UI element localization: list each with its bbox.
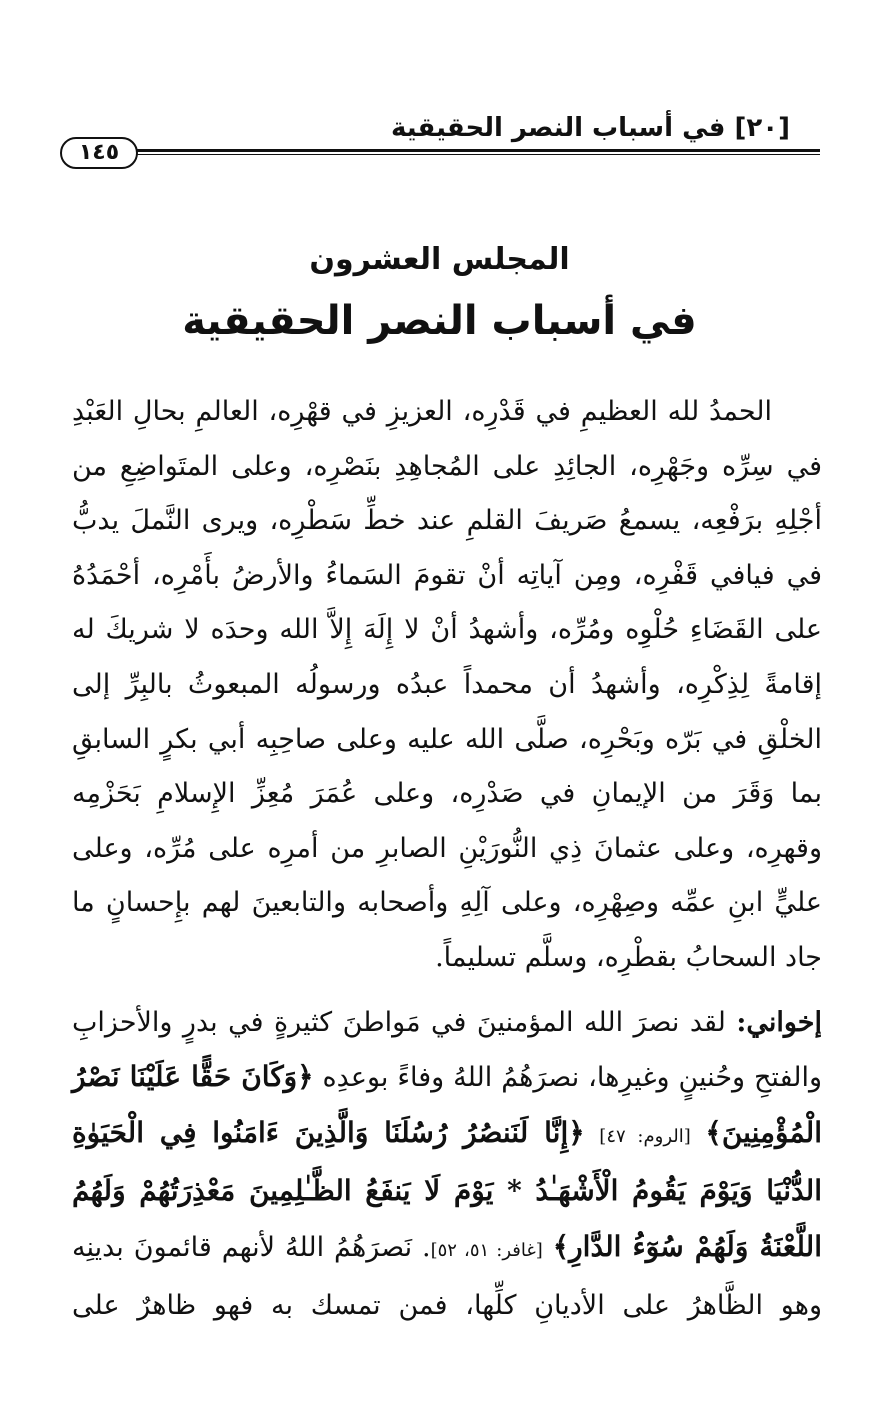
chapter-label: المجلس العشرون [309,242,570,277]
verse-reference-2: [غافر: ٥١، ٥٢] [430,1239,543,1261]
quran-verse-2: ﴿إِنَّا لَنَنصُرُ رُسُلَنَا وَالَّذِينَ ءَامَنُوا فِي الْحَيَوٰةِ الدُّنْيَا وَيَوْمَ يَقُومُ الْأَشْهَـٰدُ * يَوْمَ لَا يَنفَعُ الظَّـٰلِمِينَ مَعْذِرَتُهُمْ وَلَهُمُ اللَّعْنَةُ وَلَهُمْ سُوٓءُ الدَّارِ﴾ [72,1115,822,1263]
second-paragraph [72,996,822,1334]
chapter-heading [0,235,879,353]
running-title: [٢٠] في أسباب النصر الحقيقية [391,113,790,143]
paragraph-lead: إخواني: [736,1006,822,1038]
quran-verse-1: ﴿وَكَانَ حَقًّا عَلَيْنَا نَصْرُ الْمُؤْمِنِينَ﴾ [72,1060,822,1149]
body-text [72,385,822,1333]
running-header [60,105,820,165]
header-rule [130,149,820,155]
paragraph-text: لقد نصرَ الله المؤمنينَ في مَواطنَ كثيرةٍ في بدرٍ والأحزابِ والفتحِ وحُنينٍ وغيرِها، نصرَهُمُ اللهُ وفاءً بوعدِه [72,1006,822,1094]
paragraph-text-continued: . نَصرَهُمُ اللهُ لأنهم قائمونَ بدينِه وهو الظَّاهرُ على الأديانِ كلِّها، فمن تمسك به فهو ظاهرٌ على [72,1231,822,1321]
verse-reference-1: [الروم: ٤٧] [599,1125,691,1147]
opening-paragraph: الحمدُ لله العظيمِ في قَدْرِه، العزيزِ في قهْرِه، العالمِ بحالِ العَبْدِ في سِرِّه وجَهْرِه، الجائِدِ على المُجاهِدِ بنَصْرِه، وعلى المتَواضِعِ من أجْلِهِ برَفْعِه، يسمعُ صَريفَ القلمِ عند خطِّ سَطْرِه، ويرى النَّملَ يدبُّ في فيافي قَفْرِه، ومِن آياتِه أنْ تقومَ السَماءُ والأرضُ بأَمْرِه، أحْمَدُهُ على القَضَاءِ حُلْوِه ومُرِّه، وأشهدُ أنْ لا إِلَهَ إِلاَّ الله وحدَه لا شريكَ له إقامةً لِذِكْرِه، وأشهدُ أن محمداً عبدُه ورسولُه المبعوثُ بالبِرِّ إلى الخلْقِ في بَرّه وبَحْرِه، صلَّى الله عليه وعلى صاحِبِه أبي بكرٍ السابقِ بما وَقَرَ من الإيمانِ في صَدْرِه، وعلى عُمَرَ مُعِزِّ الإِسلامِ بَحَزْمِه وقهرِه، وعلى عثمانَ ذِي النُّورَيْنِ الصابرِ من أمرِه على مُرِّه، وعلى عليٍّ ابنِ عمِّه وصِهْرِه، وعلى آلِهِ وأصحابه والتابعينَ لهم بإِحسانٍ ما جاد السحابُ بقطْرِه، وسلَّم تسليماً. [72,396,822,973]
page-number: ١٤٥ [60,137,138,169]
chapter-title: في أسباب النصر الحقيقية [182,298,697,344]
